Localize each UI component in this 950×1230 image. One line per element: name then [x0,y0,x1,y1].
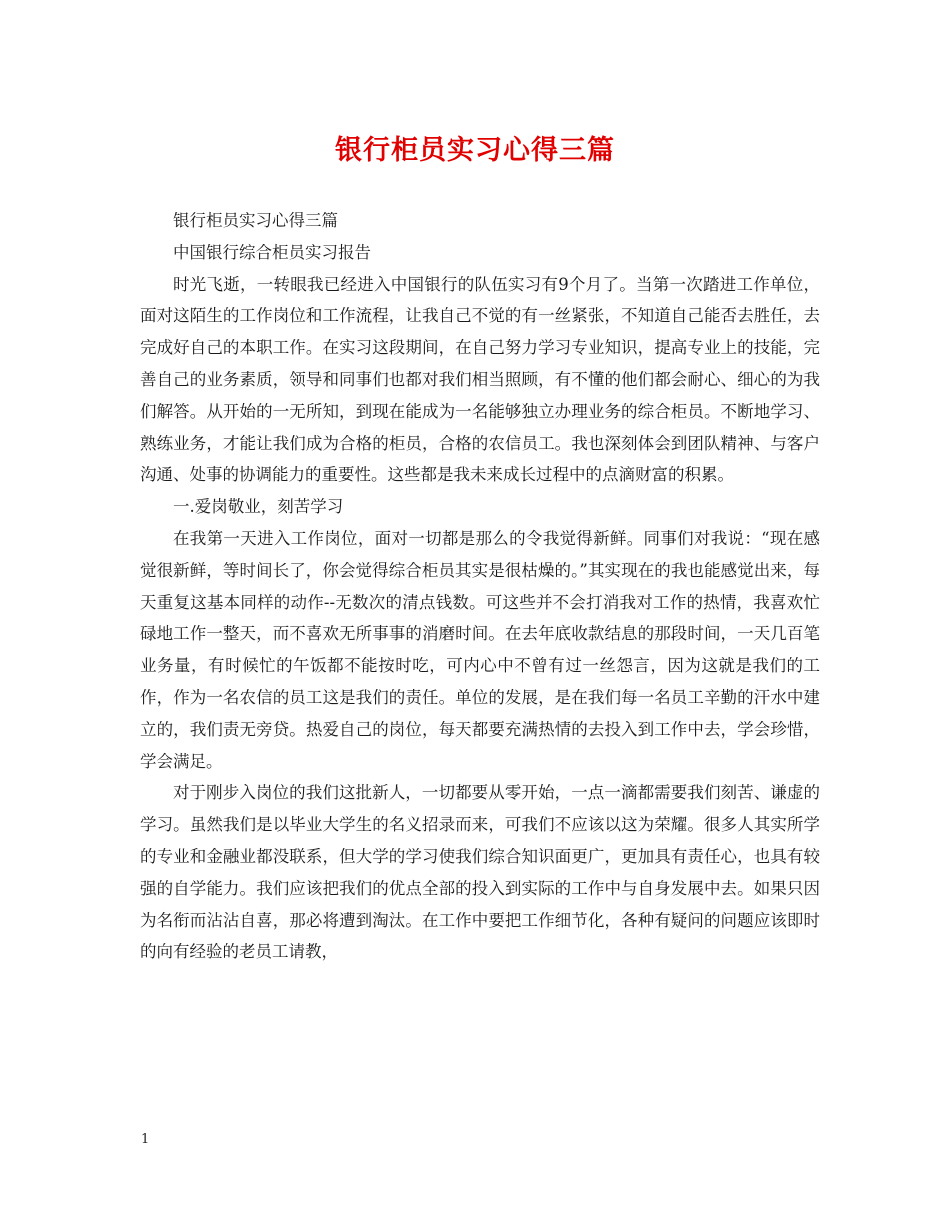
page-number: 1 [141,1132,150,1147]
section-heading: 一.爱岗敬业，刻苦学习 [173,497,344,517]
paragraph-report-title: 中国银行综合柜员实习报告 [173,242,371,262]
paragraph-intro: 时光飞逝，一转眼我已经进入中国银行的队伍实习有9个月了。当第一次踏进工作单位，面对这陌生的工作岗位和工作流程，让我自己不觉的有一丝紧张，不知道自己能否去胜任，去完成好自己的本职工作。在实习这段期间，在自己努力学习专业知识，提高专业上的技能，完善自己的业务素质，领导和同事们也都对我们相当照顾，有不懂的他们都会耐心、细心的为我们解答。从开始的一无所知，到现在能成为一名能够独立办理业务的综合柜员。不断地学习、熟练业务，才能让我们成为合格的柜员，合格的农信员工。我也深刻体会到团队精神、与客户沟通、处事的协调能力的重要性。这些都是我未来成长过程中的点滴财富的积累。 [140,274,820,485]
document-body [140,205,820,968]
paragraph-first-day: 在我第一天进入工作岗位，面对一切都是那么的令我觉得新鲜。同事们对我说：“现在感觉很新鲜，等时间长了，你会觉得综合柜员其实是很枯燥的。”其实现在的我也能感觉出来，每天重复这基本同样的动作--无数次的清点钱数。可这些并不会打消我对工作的热情，我喜欢忙碌地工作一整天，而不喜欢无所事事的消磨时间。在去年底收款结息的那段时间，一天几百笔业务量，有时候忙的午饭都不能按时吃，可内心中不曾有过一丝怨言，因为这就是我们的工作，作为一名农信的员工这是我们的责任。单位的发展，是在我们每一名员工辛勤的汗水中建立的，我们责无旁贷。热爱自己的岗位，每天都要充满热情的去投入到工作中去，学会珍惜，学会满足。 [140,528,820,771]
document-title: 银行柜员实习心得三篇 [335,135,615,166]
paragraph-new-staff: 对于刚步入岗位的我们这批新人，一切都要从零开始，一点一滴都需要我们刻苦、谦虚的学习。虽然我们是以毕业大学生的名义招录而来，可我们不应该以这为荣耀。很多人其实所学的专业和金融业都没联系，但大学的学习使我们综合知识面更广，更加具有责任心，也具有较强的自学能力。我们应该把我们的优点全部的投入到实际的工作中与自身发展中去。如果只因为名衔而沾沾自喜，那必将遭到淘汰。在工作中要把工作细节化，各种有疑问的问题应该即时的向有经验的老员工请教， [140,783,820,962]
paragraph-heading-repeat: 银行柜员实习心得三篇 [173,211,338,230]
